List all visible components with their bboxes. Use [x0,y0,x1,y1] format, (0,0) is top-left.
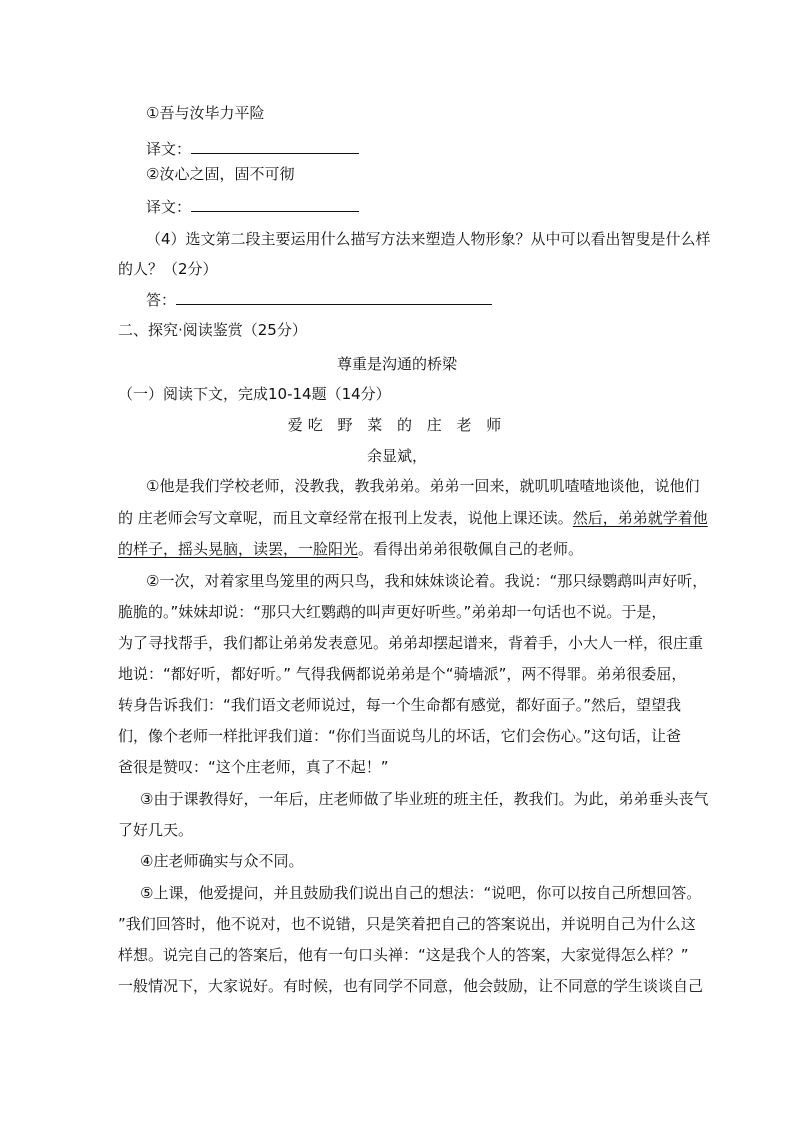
reading-instruction: （一）阅读下文，完成10-14题（14分） [118,385,391,403]
section-2-heading: 二、探究·阅读鉴赏（25分） [118,321,307,339]
item-1-text: ①吾与汝毕力平险 [146,104,265,122]
story-p1-line-2 [118,508,708,528]
story-p5-line-1: ⑤上课，他爱提问，并且鼓励我们说出自己的想法：“说吧，你可以按自己所想回答。 [140,884,702,902]
story-author: 余显斌， [366,447,427,465]
theme-title: 尊重是沟通的桥梁 [336,355,457,373]
question-4-line-1: （4）选文第二段主要运用什么描写方法来塑造人物形象？从中可以看出智叟是什么样 [146,230,711,248]
story-p2-line-3: 为了寻找帮手，我们都让弟弟发表意见。弟弟却摆起谱来，背着手，小大人一样，很庄重 [118,634,704,652]
story-p3-line-2: 了好几天。 [118,821,194,839]
story-p1-underlined-b: 的样子，摇头晃脑，读罢，一脸阳光 [118,540,359,558]
story-p2-line-6: 们，像个老师一样批评我们道：“你们当面说鸟儿的坏话，它们会伤心。”这句话，让爸 [118,727,682,745]
story-p4-line-1: ④庄老师确实与众不同。 [140,852,304,870]
answer-label: 答： [146,291,177,309]
answer-blank[interactable] [176,290,492,305]
translation-1-row [146,139,359,159]
translation-2-row [146,197,359,217]
story-p2-line-1: ②一次，对着家里鸟笼里的两只鸟，我和妹妹谈论着。我说：“那只绿鹦鹉叫声好听， [146,572,708,590]
translation-2-label: 译文： [146,198,192,216]
item-2-text: ②汝心之固，固不可彻 [146,165,295,183]
story-p1-line-3-text: 。看得出弟弟很敬佩自己的老师。 [358,540,584,558]
story-p5-line-4: 一般情况下，大家说好。有时候，也有同学不同意，他会鼓励，让不同意的学生谈谈自己 [118,977,704,995]
story-p2-line-4: 地说：“都好听，都好听。” 气得我俩都说弟弟是个“骑墙派”，两不得罪。弟弟很委屈， [118,665,687,683]
story-p2-line-5: 转身告诉我们：“我们语文老师说过，每一个生命都有感觉，都好面子。”然后，望望我 [118,696,682,714]
answer-row [146,290,492,310]
story-p1-underlined-a: 然后，弟弟就学着他 [572,509,708,527]
story-p2-line-2: 脆脆的。”妹妹却说：“那只大红鹦鹉的叫声更好听些。”弟弟却一句话也不说。于是， [118,603,667,621]
story-p3-line-1: ③由于课教得好，一年后，庄老师做了毕业班的班主任，教我们。为此，弟弟垂头丧气 [140,790,709,808]
story-p1-line-3 [118,539,583,559]
story-p5-line-3: 样想。说完自己的答案后，他有一句口头禅：“这是我个人的答案，大家觉得怎么样？” [118,946,689,964]
translation-1-blank[interactable] [191,139,359,154]
translation-2-blank[interactable] [191,197,359,212]
translation-1-label: 译文： [146,140,192,158]
story-title: 爱吃 野 菜 的 庄 老 师 [287,416,507,434]
story-p5-line-2: ”我们回答时，他不说对，也不说错，只是笑着把自己的答案说出，并说明自己为什么这 [118,915,696,933]
story-p1-line-2-text: 的 庄老师会写文章呢，而且文章经常在报刊上发表，说他上课还读。 [118,509,573,527]
question-4-line-2: 的人？（2分） [118,260,218,278]
story-p2-line-7: 爸很是赞叹：“这个庄老师，真了不起！” [118,758,389,776]
story-p1-line-1: ①他是我们学校老师，没教我，教我弟弟。弟弟一回来，就叽叽喳喳地谈他，说他们 [146,477,700,495]
